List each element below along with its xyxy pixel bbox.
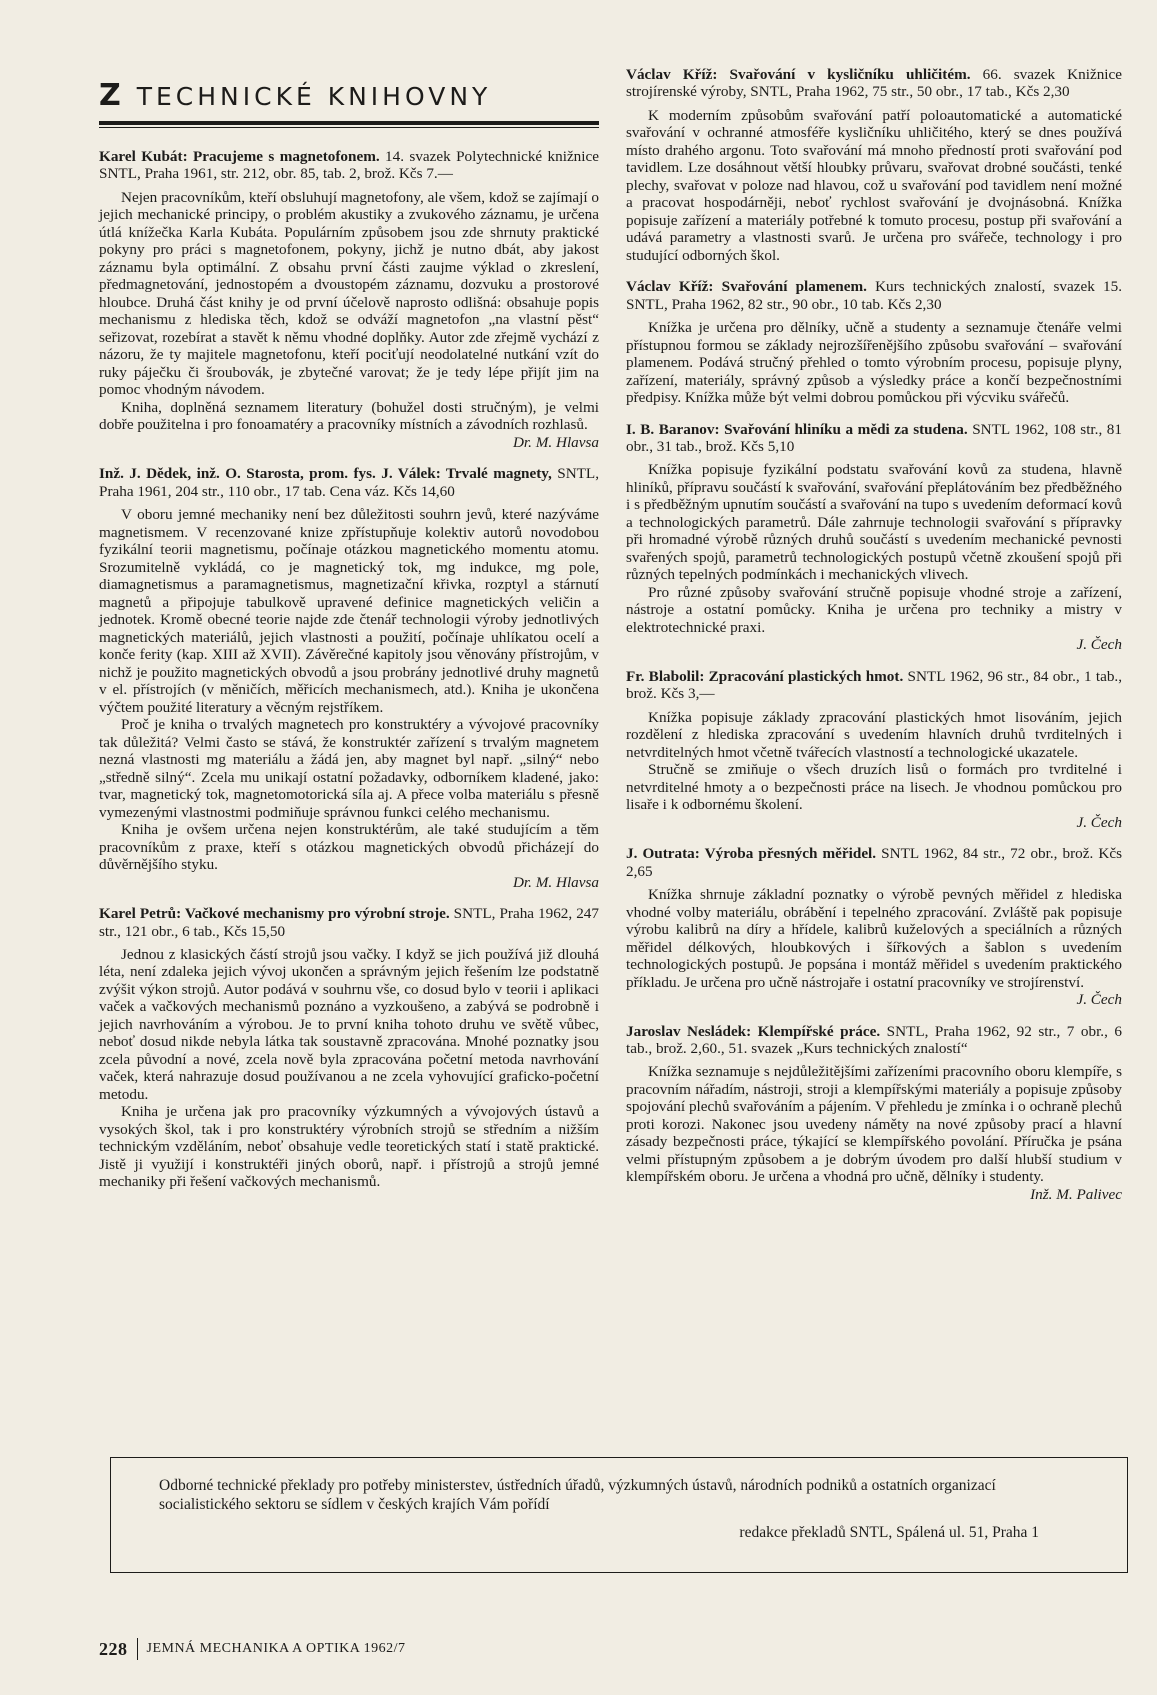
right-reviews — [626, 66, 1122, 1203]
review-citation — [626, 668, 1122, 703]
review-paragraph — [626, 761, 1122, 814]
page-footer — [99, 1637, 405, 1661]
review-body — [626, 709, 1122, 832]
review-paragraph — [99, 399, 599, 434]
paragraph-text: Knížka shrnuje základní poznatky o výrobě pevných měřidel z hlediska vhodné volby materiálu, obrábění i tepelného zpracování. Zvláště pak popisuje výrobu kalibrů na díry a hřídele, kalibrů kuželových a speciálních a různých měřidel délkových, hloubkových i šířkových a šablon s uvedením technologických postupů. Je popsána i montáž měřidel s uvedením praktického příkladu. Je určena pro učně nástrojaře i ostatní pracovníky ve strojírenství. — [626, 886, 1122, 991]
right-column — [626, 66, 1122, 1217]
review-paragraph — [99, 1103, 599, 1191]
review-author-title: Václav Kříž: Svařování v kysličníku uhličitém. — [626, 66, 971, 83]
review-body — [626, 107, 1122, 265]
book-review — [626, 66, 1122, 264]
reviewer-signature: Dr. M. Hlavsa — [512, 873, 599, 891]
paragraph-text: Stručně se zmiňuje o všech druzích lisů o formách pro tvrditelné i netvrditelné hmoty a o bezpečnosti práce na lisech. Je vhodnou pomůckou pro lisaře i k odbornému školení. — [626, 761, 1122, 814]
review-author-title: Karel Kubát: Pracujeme s magnetofonem. — [99, 148, 380, 165]
review-publication-info: SNTL 1962, 108 str., 81 obr., 31 tab., brož. Kčs 5,10 — [626, 420, 1122, 456]
review-author-title: Inž. J. Dědek, inž. O. Starosta, prom. fys. J. Válek: Trvalé magnety, — [99, 465, 552, 483]
review-author-title: Václav Kříž: Svařování plamenem. — [626, 278, 867, 296]
review-paragraph — [99, 716, 599, 821]
journal-name: JEMNÁ MECHANIKA A OPTIKA 1962/7 — [146, 1641, 406, 1656]
paragraph-text: Kniha je určena jak pro pracovníky výzkumných a vývojových ústavů a vysokých škol, tak i pro konstruktéry výrobních strojů se středním a nižším technickým vzděláním, neboť obsahuje vedle teoretických statí i statě praktické. Jistě ji využijí i konstruktéři jiných oborů, např. i přístrojů a strojů jemné mechaniky při řešení vačkových mechanismů. — [99, 1103, 599, 1191]
review-author-title: Karel Petrů: Vačkové mechanismy pro výrobní stroje. — [99, 905, 450, 923]
paragraph-text: Pro různé způsoby svařování stručně popisuje vhodné stroje a zařízení, nástroje a ostatní pomůcky. Kniha je určena pro techniky a mistry v elektrotechnické praxi. — [626, 583, 1122, 636]
paragraph-text: Jednou z klasických částí strojů jsou vačky. I když se jich používá již dlouhá léta, není zdaleka jejich vývoj ukončen a správným jejich řešením lze podstatně zvýšit výkon strojů. Autor podává v souhrnu vše, co dosud bylo v teorii i aplikaci vaček a vačkových mechanismů poznáno a vyzkoušeno, a zabývá se podrobně i jejich navrhováním a výrobou. Je to první kniha tohoto druhu ve světě vůbec, neboť dosud nikde nebyla látka tak soustavně zpracována. Mnohé poznatky jsou zcela původní a nové, zcela nově byla zpracována početní metoda navrhování vaček, která nahrazuje dosud používanou a ne zcela vyhovující graficko-početní metodu. — [99, 945, 599, 1103]
review-publication-info: SNTL 1962, 84 str., 72 obr., brož. Kčs 2,65 — [626, 845, 1122, 880]
review-citation — [99, 905, 599, 940]
notice-text: Odborné technické překlady pro potřeby ministerstev, ústředních úřadů, výzkumných ústavů, národních podniků a ostatních organizací socialistického sektoru se sídlem v českých krajích Vám pořídí — [159, 1477, 996, 1513]
review-paragraph — [626, 461, 1122, 584]
paragraph-text: Nejen pracovníkům, kteří obsluhují magnetofony, ale všem, kdož se zajímají o jejich mechanické principy, o problém akustiky a zvukového záznamu, je určena útlá knížečka Karla Kubáta. Populárním způsobem jsou zde shrnuty praktické pokyny pro práci s magnetofonem, pokyny, jichž je nutno dbát, aby jakost záznamu byla optimální. Z obsahu první části zaujme výklad o zkreslení, předmagnetování, jednostopém a dvoustopém záznamu, dozvuku a prostorové hloubce. Druhá část knihy je od první účelově naprosto odlišná: obsahuje popis mechanismu z hlediska těch, kdož se odváží magnetofon „na vlastní pěst“ seřizovat, rozebírat a stavět k němu vhodné doplňky. Autor zde zřejmě vychází z názoru, že ty majitele magnetofonu, kteří pociťují neodolatelné nutkání vzít do ruky páječku či šroubovák, je zbytečné varovat; že je tedy lépe přijít jim na pomoc vhodným návodem. — [99, 188, 599, 399]
paragraph-text: K moderním způsobům svařování patří poloautomatické a automatické svařování v ochranné atmosféře kysličníku uhličitého, který se dnes používá místo drahého argonu. Toto svařování má mnoho předností proti svařování pod tavidlem. Lze dosáhnout větší hloubky průvaru, svařovat drobné součásti, tenké plechy, svařovat v poloze nad hlavou, což u svařování pod tavidlem není možné a pracovat hospodárněji, neboť rychlost svařování je dvojnásobná. Knížka popisuje zařízení a materiály potřebné k tomuto procesu, postup při svařování a udává parametry a vlastnosti svarů. Je určena pro svářeče, technology i pro studující odborných škol. — [626, 106, 1122, 264]
review-paragraph — [626, 319, 1122, 407]
review-body — [626, 886, 1122, 1009]
review-citation — [626, 421, 1122, 456]
review-paragraph — [99, 189, 599, 399]
review-body — [99, 189, 599, 452]
section-title-initial: Z — [99, 78, 121, 113]
review-body — [626, 1063, 1122, 1203]
review-body — [99, 946, 599, 1191]
book-review — [626, 668, 1122, 831]
section-title — [99, 78, 599, 113]
translation-notice-box — [110, 1457, 1128, 1573]
left-reviews — [99, 148, 599, 1191]
review-citation — [99, 148, 599, 183]
book-review — [99, 465, 599, 891]
review-paragraph — [626, 1063, 1122, 1186]
review-paragraph — [99, 946, 599, 1104]
section-title-text: TECHNICKÉ KNIHOVNY — [136, 82, 492, 111]
review-author-title: Fr. Blabolil: Zpracování plastických hmot. — [626, 667, 904, 685]
title-rule — [99, 121, 599, 128]
review-paragraph — [626, 886, 1122, 991]
reviewer-signature: Inž. M. Palivec — [1030, 1185, 1122, 1203]
review-citation — [626, 278, 1122, 313]
review-paragraph — [626, 709, 1122, 762]
review-citation — [99, 465, 599, 500]
review-paragraph — [626, 107, 1122, 265]
review-paragraph — [99, 821, 599, 874]
reviewer-signature: J. Čech — [1076, 636, 1122, 654]
notice-signature: redakce překladů SNTL, Spálená ul. 51, Praha 1 — [739, 1524, 1039, 1541]
paragraph-text: Knížka popisuje fyzikální podstatu svařování kovů za studena, hlavně hliníků, přípravu součástí k svařování, svařování přeplátováním bez předběžného i s předběžným upnutím součástí a svařování na tupo s uvedením deformací kovů a technologických parametrů. Dále zahrnuje technologii svařování s přípravky při hromadné výrobě různých druhů součástí s uvedením mechanické pevnosti svařených spojů, parametrů technologických postupů včetně zkoušení spojů při různých tepelných podmínkách i mechanických vlivech. — [626, 461, 1122, 584]
review-author-title: I. B. Baranov: Svařování hliníku a mědi za studena. — [626, 420, 968, 438]
reviewer-signature: J. Čech — [1076, 813, 1122, 831]
review-publication-info: SNTL 1962, 96 str., 84 obr., 1 tab., brož. Kčs 3,— — [626, 667, 1123, 703]
book-review — [99, 905, 599, 1191]
review-publication-info: SNTL, Praha 1961, 204 str., 110 obr., 17 tab. Cena váz. Kčs 14,60 — [99, 465, 600, 500]
review-author-title: J. Outrata: Výroba přesných měřidel. — [626, 845, 877, 863]
page-number: 228 — [99, 1638, 128, 1659]
book-review — [626, 1023, 1122, 1204]
reviewer-signature: Dr. M. Hlavsa — [512, 433, 599, 451]
review-author-title: Jaroslav Nesládek: Klempířské práce. — [626, 1022, 881, 1040]
book-review — [99, 148, 599, 451]
review-body — [626, 461, 1122, 654]
book-review — [626, 278, 1122, 406]
book-review — [626, 421, 1122, 654]
paragraph-text: Knížka seznamuje s nejdůležitějšími zařízeními pracovního oboru klempíře, s pracovním nářadím, nástroji, stroji a klempířskými materiály a popisuje způsoby spojování plechů svařováním a pájením. V přehledu je zmínka i o ochraně plechů proti korozi. Nakonec jsou uvedeny náměty na nové způsoby prací a hlavní zásady bezpečnosti práce, týkající se klempířského povolání. Příručka je psána velmi přístupným způsobem a je dobrým úvodem pro další hlubší studium v klempířském oboru. Je určena a vhodná pro učně, dělníky i studenty. — [626, 1063, 1122, 1186]
book-review — [626, 845, 1122, 1008]
review-publication-info: SNTL, Praha 1962, 92 str., 7 obr., 6 tab., brož. 2,60., 51. svazek „Kurs technických znalostí“ — [626, 1022, 1122, 1057]
review-citation — [626, 1023, 1122, 1058]
reviewer-signature: J. Čech — [1076, 991, 1122, 1009]
paragraph-text: Knížka je určena pro dělníky, učně a studenty a seznamuje čtenáře velmi přístupnou formou se základy nejrozšířenějšího způsobu svařování – svařování plamenem. Podává stručný přehled o tomto výrobním procesu, popisuje plyny, zařízení, materiály, správný způsob a výsledky práce a končí bezpečnostními předpisy. Knížka může být velmi dobrou pomůckou při výcviku svářečů. — [626, 319, 1122, 407]
review-paragraph — [99, 506, 599, 716]
left-column — [99, 66, 599, 1205]
review-body — [99, 506, 599, 891]
paragraph-text: V oboru jemné mechaniky není bez důležitosti souhrn jevů, které nazýváme magnetismem. V recenzované knize zpřístupňuje kolektiv autorů novodobou fyzikální teorii magnetismu, počínaje otázkou magnetického momentu atomu. Srozumitelně vykládá, co je magnetický tok, mg indukce, mg pole, diamagnetismus a paramagnetismus, magnetizační křivka, rozptyl a stárnutí magnetů a připojuje tabulkově upravené definice magnetických veličin a jednotek. Kromě obecné teorie najde zde čtenář technologii výroby jednotlivých magnetických materiálů, jejich vlastnosti a použití, počínaje uhlíkatou ocelí a konče ferity (kap. XIII až XVII). Závěrečné kapitoly jsou věnovány přístrojům, v nichž je použito magnetických obvodů a jsou probrány jednotlivé druhy magnetů v el. přístrojích (v měničích, měřicích mechanismech, atd.). Kniha je ukončena výčtem použité literatury a věcným rejstříkem. — [99, 506, 599, 716]
footer-separator — [137, 1638, 138, 1660]
review-publication-info: Kurs technických znalostí, svazek 15. SNTL, Praha 1962, 82 str., 90 obr., 10 tab. Kčs 2,30 — [626, 278, 1122, 313]
paragraph-text: Proč je kniha o trvalých magnetech pro konstruktéry a vývojové pracovníky tak důležitá? Velmi často se stává, že konstruktér zařízení s trvalým magnetem nezná vlastnosti mg materiálu a žádá jen, aby magnet byl např. „silný“ nebo „středně silný“. Zcela mu unikají ostatní požadavky, odborníkem kladené, jako: tvar, magnetický tok, magnetomotorická síla aj. A přece volba materiálu s přesně vymezenými vlastnostmi podmiňuje správnou funkci celého mechanismu. — [99, 716, 599, 821]
review-paragraph — [626, 584, 1122, 637]
review-publication-info: 66. svazek Knižnice strojírenské výroby, SNTL, Praha 1962, 75 str., 50 obr., 17 tab., Kčs 2,30 — [626, 66, 1122, 101]
review-publication-info: 14. svazek Polytechnické knižnice SNTL, Praha 1961, str. 212, obr. 85, tab. 2, brož. Kčs 7.— — [99, 148, 599, 183]
paragraph-text: Kniha je ovšem určena nejen konstruktérům, ale také studujícím a těm pracovníkům z praxe, kteří s otázkou magnetických obvodů přicházejí do důvěrnějšího styku. — [99, 821, 599, 874]
paragraph-text: Knížka popisuje základy zpracování plastických hmot lisováním, jejich rozdělení z hlediska zpracování s uvedením hlavních druhů tvrditelných i netvrditelných hmot včetně tvářecích vlastností a technologické ukazatele. — [626, 708, 1122, 761]
review-citation — [626, 845, 1122, 880]
paragraph-text: Kniha, doplněná seznamem literatury (bohužel dosti stručným), je velmi dobře použitelna i pro fonoamatéry a pracovníky místních a závodních rozhlasů. — [99, 398, 599, 434]
review-citation — [626, 66, 1122, 101]
review-publication-info: SNTL, Praha 1962, 247 str., 121 obr., 6 tab., Kčs 15,50 — [99, 905, 599, 940]
review-body — [626, 319, 1122, 407]
